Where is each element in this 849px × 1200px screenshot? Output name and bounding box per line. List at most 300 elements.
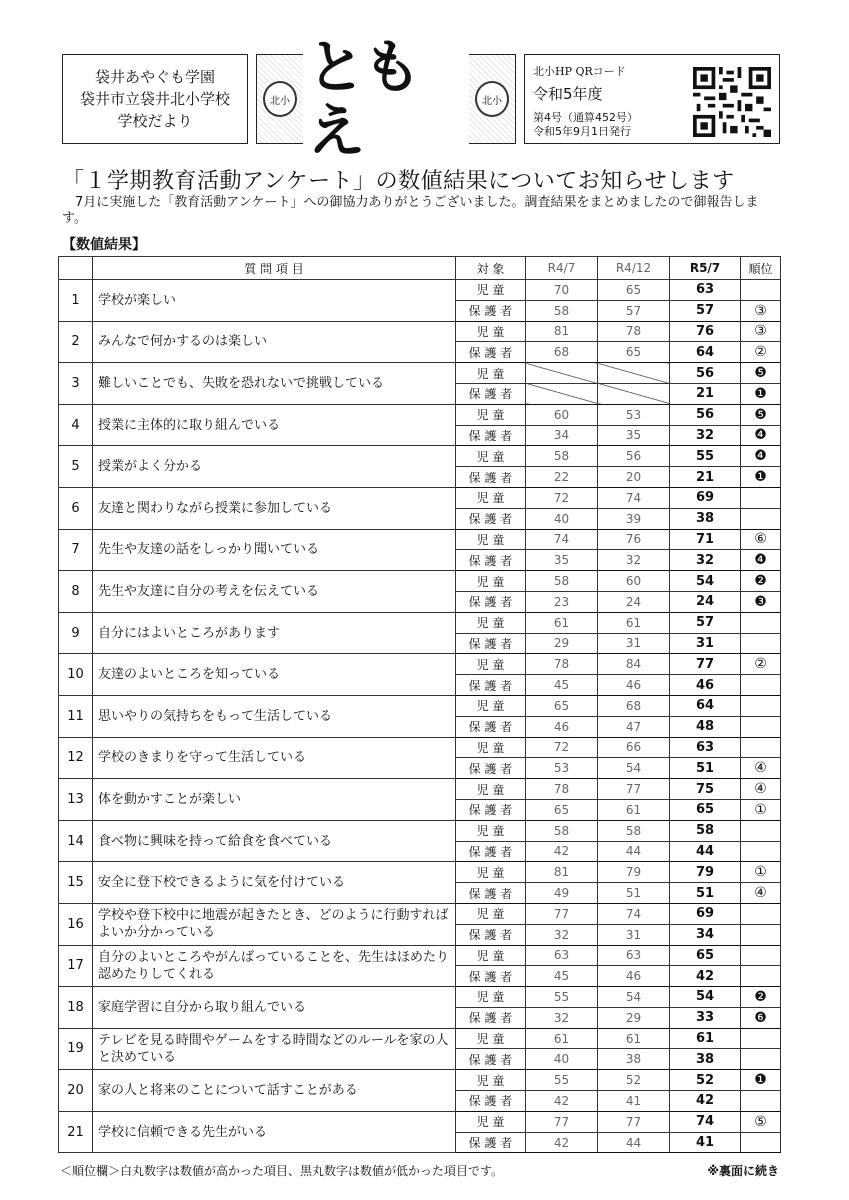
target-label: 児 童: [456, 820, 526, 841]
value-r4-7: 42: [526, 1132, 598, 1153]
rank-mark: [741, 903, 781, 924]
value-r4-12: [598, 383, 670, 404]
target-label: 保 護 者: [456, 1007, 526, 1028]
rank-mark: ①: [741, 862, 781, 883]
question-number: 3: [59, 363, 93, 405]
value-r4-7: 70: [526, 280, 598, 301]
value-r4-7: 61: [526, 1028, 598, 1049]
value-r4-7: 42: [526, 1091, 598, 1112]
table-header-row: [59, 257, 781, 280]
value-r5-7: 24: [670, 591, 741, 612]
question-text: 家の人と将来のことについて話すことがある: [93, 1070, 456, 1112]
value-r5-7: 58: [670, 820, 741, 841]
question-number: 21: [59, 1111, 93, 1153]
col-header: R4/12: [598, 257, 670, 280]
value-r4-7: 58: [526, 300, 598, 321]
value-r4-7: 58: [526, 571, 598, 592]
question-number: 14: [59, 820, 93, 862]
question-number: 9: [59, 612, 93, 654]
value-r4-12: 29: [598, 1007, 670, 1028]
rank-mark: ②: [741, 342, 781, 363]
results-body: [59, 280, 781, 1153]
question-number: 4: [59, 404, 93, 446]
value-r4-7: 58: [526, 446, 598, 467]
target-label: 児 童: [456, 737, 526, 758]
value-r4-7: 77: [526, 1111, 598, 1132]
value-r5-7: 46: [670, 675, 741, 696]
value-r4-7: 81: [526, 321, 598, 342]
value-r4-7: 60: [526, 404, 598, 425]
value-r5-7: 64: [670, 342, 741, 363]
question-text: 学校が楽しい: [93, 280, 456, 322]
school-line: 袋井市立袋井北小学校: [79, 90, 230, 108]
results-table: [58, 256, 781, 1153]
table-row: [59, 903, 781, 924]
value-r4-12: 39: [598, 508, 670, 529]
rank-mark: [741, 820, 781, 841]
value-r4-12: 46: [598, 675, 670, 696]
qr-label: 北小HP QRコード: [533, 65, 626, 78]
question-text: 食べ物に興味を持って給食を食べている: [93, 820, 456, 862]
question-text: みんなで何かするのは楽しい: [93, 321, 456, 363]
value-r4-12: 74: [598, 487, 670, 508]
table-row: [59, 321, 781, 342]
rank-mark: [741, 841, 781, 862]
target-label: 保 護 者: [456, 883, 526, 904]
target-label: 児 童: [456, 903, 526, 924]
value-r5-7: 51: [670, 883, 741, 904]
value-r5-7: 32: [670, 550, 741, 571]
rank-mark: [741, 737, 781, 758]
rank-mark: ④: [741, 883, 781, 904]
school-line: 学校だより: [117, 112, 193, 130]
value-r4-7: 68: [526, 342, 598, 363]
value-r5-7: 64: [670, 695, 741, 716]
value-r5-7: 74: [670, 1111, 741, 1132]
target-label: 保 護 者: [456, 550, 526, 571]
rank-mark: [741, 487, 781, 508]
question-text: 安全に登下校できるように気を付けている: [93, 862, 456, 904]
value-r5-7: 55: [670, 446, 741, 467]
value-r4-12: 31: [598, 924, 670, 945]
school-name-box: [62, 54, 248, 144]
value-r4-7: 65: [526, 799, 598, 820]
value-r5-7: 21: [670, 467, 741, 488]
value-r4-12: 41: [598, 1091, 670, 1112]
rank-mark: ❸: [741, 591, 781, 612]
col-header: 順位: [741, 257, 781, 280]
intro-text: 7月に実施した「教育活動アンケート」への御協力ありがとうございました。調査結果をまとめましたので御報告します。: [62, 195, 759, 226]
question-text: 思いやりの気持ちをもって生活している: [93, 695, 456, 737]
table-row: [59, 363, 781, 384]
target-label: 児 童: [456, 487, 526, 508]
value-r4-12: 24: [598, 591, 670, 612]
rank-mark: [741, 280, 781, 301]
value-r5-7: 65: [670, 799, 741, 820]
issue-info-box: [524, 54, 780, 144]
rank-mark: ①: [741, 799, 781, 820]
question-number: 7: [59, 529, 93, 571]
target-label: 保 護 者: [456, 1091, 526, 1112]
table-row: [59, 945, 781, 966]
rank-mark: [741, 633, 781, 654]
value-r4-12: 84: [598, 654, 670, 675]
question-number: 16: [59, 903, 93, 945]
rank-mark: [741, 1049, 781, 1070]
rank-mark: ❹: [741, 446, 781, 467]
value-r4-12: 56: [598, 446, 670, 467]
value-r4-12: 77: [598, 1111, 670, 1132]
continued-note: ※裏面に続き: [707, 1164, 779, 1178]
question-number: 19: [59, 1028, 93, 1070]
value-r4-7: 42: [526, 841, 598, 862]
table-row: [59, 779, 781, 800]
question-number: 15: [59, 862, 93, 904]
rank-mark: ❶: [741, 1070, 781, 1091]
table-row: [59, 654, 781, 675]
value-r4-12: 63: [598, 945, 670, 966]
question-text: 学校のきまりを守って生活している: [93, 737, 456, 779]
value-r4-12: 58: [598, 820, 670, 841]
target-label: 児 童: [456, 1070, 526, 1091]
target-label: 保 護 者: [456, 799, 526, 820]
rank-mark: ③: [741, 321, 781, 342]
question-text: テレビを見る時間やゲームをする時間などのルールを家の人と決めている: [93, 1028, 456, 1070]
table-row: [59, 404, 781, 425]
footer-note: ＜順位欄＞白丸数字は数値が高かった項目、黒丸数字は数値が低かった項目です。: [60, 1164, 504, 1178]
question-text: 難しいことでも、失敗を恐れないで挑戦している: [93, 363, 456, 405]
rank-mark: [741, 508, 781, 529]
value-r5-7: 42: [670, 1091, 741, 1112]
value-r5-7: 34: [670, 924, 741, 945]
question-number: 13: [59, 779, 93, 821]
value-r4-7: 40: [526, 1049, 598, 1070]
value-r5-7: 76: [670, 321, 741, 342]
value-r4-12: 79: [598, 862, 670, 883]
rank-mark: ❷: [741, 987, 781, 1008]
value-r4-12: 44: [598, 841, 670, 862]
value-r4-12: 76: [598, 529, 670, 550]
rank-mark: ❺: [741, 404, 781, 425]
target-label: 保 護 者: [456, 633, 526, 654]
value-r4-7: 58: [526, 820, 598, 841]
value-r5-7: 33: [670, 1007, 741, 1028]
rank-mark: [741, 945, 781, 966]
rank-mark: ❶: [741, 383, 781, 404]
rank-mark: [741, 716, 781, 737]
value-r4-12: 65: [598, 280, 670, 301]
value-r5-7: 21: [670, 383, 741, 404]
value-r4-12: 66: [598, 737, 670, 758]
table-row: [59, 737, 781, 758]
target-label: 保 護 者: [456, 591, 526, 612]
logo-text: ともえ: [303, 35, 469, 163]
table-row: [59, 862, 781, 883]
value-r4-7: 78: [526, 654, 598, 675]
issue-number: 第4号（通算452号）: [533, 111, 638, 124]
value-r4-12: 61: [598, 799, 670, 820]
rank-mark: [741, 924, 781, 945]
question-number: 10: [59, 654, 93, 696]
value-r5-7: 41: [670, 1132, 741, 1153]
target-label: 児 童: [456, 862, 526, 883]
target-label: 児 童: [456, 612, 526, 633]
value-r4-7: 34: [526, 425, 598, 446]
value-r4-12: 47: [598, 716, 670, 737]
issue-meta: [533, 111, 638, 139]
target-label: 児 童: [456, 529, 526, 550]
page-title: 「１学期教育活動アンケート」の数値結果についてお知らせします: [62, 169, 735, 194]
target-label: 児 童: [456, 1111, 526, 1132]
col-header: [59, 257, 93, 280]
issue-date: 令和5年9月1日発行: [533, 125, 631, 138]
value-r4-7: 22: [526, 467, 598, 488]
value-r4-7: 72: [526, 737, 598, 758]
question-text: 授業に主体的に取り組んでいる: [93, 404, 456, 446]
table-row: [59, 695, 781, 716]
target-label: 児 童: [456, 654, 526, 675]
school-line: 袋井あやぐも学園: [94, 68, 215, 86]
fiscal-year: 令和5年度: [533, 85, 603, 103]
rank-mark: ❺: [741, 363, 781, 384]
value-r4-7: 40: [526, 508, 598, 529]
target-label: 保 護 者: [456, 1049, 526, 1070]
rank-mark: ⑥: [741, 529, 781, 550]
value-r4-7: 46: [526, 716, 598, 737]
rank-mark: ⑤: [741, 1111, 781, 1132]
value-r5-7: 69: [670, 487, 741, 508]
question-text: 学校に信頼できる先生がいる: [93, 1111, 456, 1153]
value-r5-7: 77: [670, 654, 741, 675]
target-label: 保 護 者: [456, 300, 526, 321]
question-text: 先生や友達の話をしっかり聞いている: [93, 529, 456, 571]
value-r4-7: 45: [526, 675, 598, 696]
value-r4-7: [526, 363, 598, 384]
rank-mark: ❷: [741, 571, 781, 592]
target-label: 児 童: [456, 404, 526, 425]
target-label: 保 護 者: [456, 675, 526, 696]
value-r4-7: 35: [526, 550, 598, 571]
value-r5-7: 63: [670, 280, 741, 301]
newsletter-logo: [256, 33, 516, 165]
question-text: 授業がよく分かる: [93, 446, 456, 488]
question-text: 体を動かすことが楽しい: [93, 779, 456, 821]
target-label: 保 護 者: [456, 383, 526, 404]
rank-mark: [741, 966, 781, 987]
col-header: R5/7: [670, 257, 741, 280]
col-header: R4/7: [526, 257, 598, 280]
value-r4-7: 49: [526, 883, 598, 904]
table-row: [59, 280, 781, 301]
target-label: 保 護 者: [456, 966, 526, 987]
value-r5-7: 56: [670, 363, 741, 384]
value-r5-7: 79: [670, 862, 741, 883]
value-r4-12: 53: [598, 404, 670, 425]
question-text: 自分のよいところやがんばっていることを、先生はほめたり認めたりしてくれる: [93, 945, 456, 987]
question-text: 家庭学習に自分から取り組んでいる: [93, 987, 456, 1029]
question-number: 1: [59, 280, 93, 322]
qr-code-icon[interactable]: [693, 67, 771, 137]
value-r4-7: 45: [526, 966, 598, 987]
school-emblem-icon: 北小: [263, 81, 297, 117]
rank-mark: ❶: [741, 467, 781, 488]
target-label: 保 護 者: [456, 758, 526, 779]
table-row: [59, 487, 781, 508]
table-row: [59, 1028, 781, 1049]
table-row: [59, 612, 781, 633]
value-r4-7: 53: [526, 758, 598, 779]
value-r5-7: 54: [670, 571, 741, 592]
target-label: 児 童: [456, 571, 526, 592]
value-r4-12: 78: [598, 321, 670, 342]
col-header: 質 問 項 目: [93, 257, 456, 280]
question-number: 8: [59, 571, 93, 613]
target-label: 児 童: [456, 1028, 526, 1049]
table-row: [59, 1111, 781, 1132]
value-r5-7: 32: [670, 425, 741, 446]
target-label: 児 童: [456, 987, 526, 1008]
value-r4-12: 35: [598, 425, 670, 446]
table-row: [59, 1070, 781, 1091]
value-r5-7: 38: [670, 508, 741, 529]
target-label: 児 童: [456, 779, 526, 800]
value-r5-7: 54: [670, 987, 741, 1008]
value-r4-12: 68: [598, 695, 670, 716]
target-label: 保 護 者: [456, 1132, 526, 1153]
value-r4-12: 74: [598, 903, 670, 924]
value-r4-7: 81: [526, 862, 598, 883]
rank-mark: [741, 612, 781, 633]
rank-mark: ③: [741, 300, 781, 321]
table-row: [59, 446, 781, 467]
table-row: [59, 987, 781, 1008]
school-emblem-icon: 北小: [475, 81, 509, 117]
value-r4-12: 61: [598, 612, 670, 633]
value-r4-12: 60: [598, 571, 670, 592]
section-heading: 【数値結果】: [62, 237, 146, 253]
value-r4-12: 32: [598, 550, 670, 571]
value-r4-7: 78: [526, 779, 598, 800]
value-r4-12: 31: [598, 633, 670, 654]
table-row: [59, 529, 781, 550]
value-r4-7: 65: [526, 695, 598, 716]
value-r4-12: 54: [598, 758, 670, 779]
question-text: 友達と関わりながら授業に参加している: [93, 487, 456, 529]
rank-mark: [741, 1091, 781, 1112]
target-label: 児 童: [456, 945, 526, 966]
value-r5-7: 51: [670, 758, 741, 779]
value-r4-7: 74: [526, 529, 598, 550]
value-r5-7: 48: [670, 716, 741, 737]
target-label: 保 護 者: [456, 841, 526, 862]
value-r4-7: 63: [526, 945, 598, 966]
col-header: 対 象: [456, 257, 526, 280]
target-label: 児 童: [456, 280, 526, 301]
question-text: 自分にはよいところがあります: [93, 612, 456, 654]
value-r4-12: 51: [598, 883, 670, 904]
value-r4-7: 32: [526, 1007, 598, 1028]
value-r5-7: 69: [670, 903, 741, 924]
value-r4-12: 57: [598, 300, 670, 321]
value-r5-7: 38: [670, 1049, 741, 1070]
question-number: 6: [59, 487, 93, 529]
value-r4-7: 77: [526, 903, 598, 924]
rank-mark: ❹: [741, 425, 781, 446]
question-number: 20: [59, 1070, 93, 1112]
rank-mark: ❻: [741, 1007, 781, 1028]
target-label: 児 童: [456, 321, 526, 342]
question-text: 先生や友達に自分の考えを伝えている: [93, 571, 456, 613]
question-text: 学校や登下校中に地震が起きたとき、どのように行動すればよいか分かっている: [93, 903, 456, 945]
rank-mark: [741, 1028, 781, 1049]
value-r4-7: 32: [526, 924, 598, 945]
rank-mark: ④: [741, 758, 781, 779]
question-number: 11: [59, 695, 93, 737]
target-label: 児 童: [456, 695, 526, 716]
target-label: 保 護 者: [456, 716, 526, 737]
rank-mark: [741, 1132, 781, 1153]
value-r4-7: 61: [526, 612, 598, 633]
value-r5-7: 63: [670, 737, 741, 758]
target-label: 児 童: [456, 363, 526, 384]
question-text: 友達のよいところを知っている: [93, 654, 456, 696]
value-r4-7: 55: [526, 1070, 598, 1091]
value-r4-12: 61: [598, 1028, 670, 1049]
target-label: 保 護 者: [456, 467, 526, 488]
table-row: [59, 820, 781, 841]
value-r5-7: 61: [670, 1028, 741, 1049]
rank-mark: ②: [741, 654, 781, 675]
target-label: 保 護 者: [456, 508, 526, 529]
rank-mark: ④: [741, 779, 781, 800]
value-r4-12: 38: [598, 1049, 670, 1070]
target-label: 保 護 者: [456, 924, 526, 945]
rank-mark: [741, 675, 781, 696]
value-r4-12: 52: [598, 1070, 670, 1091]
value-r4-7: 72: [526, 487, 598, 508]
question-number: 12: [59, 737, 93, 779]
value-r4-7: [526, 383, 598, 404]
value-r5-7: 56: [670, 404, 741, 425]
value-r5-7: 71: [670, 529, 741, 550]
value-r5-7: 52: [670, 1070, 741, 1091]
value-r4-7: 23: [526, 591, 598, 612]
target-label: 保 護 者: [456, 425, 526, 446]
value-r5-7: 57: [670, 612, 741, 633]
value-r4-12: 46: [598, 966, 670, 987]
value-r5-7: 75: [670, 779, 741, 800]
target-label: 保 護 者: [456, 342, 526, 363]
question-number: 2: [59, 321, 93, 363]
value-r4-12: 44: [598, 1132, 670, 1153]
table-row: [59, 571, 781, 592]
value-r4-12: 20: [598, 467, 670, 488]
value-r4-7: 29: [526, 633, 598, 654]
question-number: 18: [59, 987, 93, 1029]
question-number: 17: [59, 945, 93, 987]
value-r5-7: 44: [670, 841, 741, 862]
question-number: 5: [59, 446, 93, 488]
value-r5-7: 57: [670, 300, 741, 321]
value-r5-7: 42: [670, 966, 741, 987]
value-r5-7: 31: [670, 633, 741, 654]
value-r5-7: 65: [670, 945, 741, 966]
value-r4-12: 65: [598, 342, 670, 363]
target-label: 児 童: [456, 446, 526, 467]
value-r4-12: 54: [598, 987, 670, 1008]
value-r4-7: 55: [526, 987, 598, 1008]
rank-mark: [741, 695, 781, 716]
